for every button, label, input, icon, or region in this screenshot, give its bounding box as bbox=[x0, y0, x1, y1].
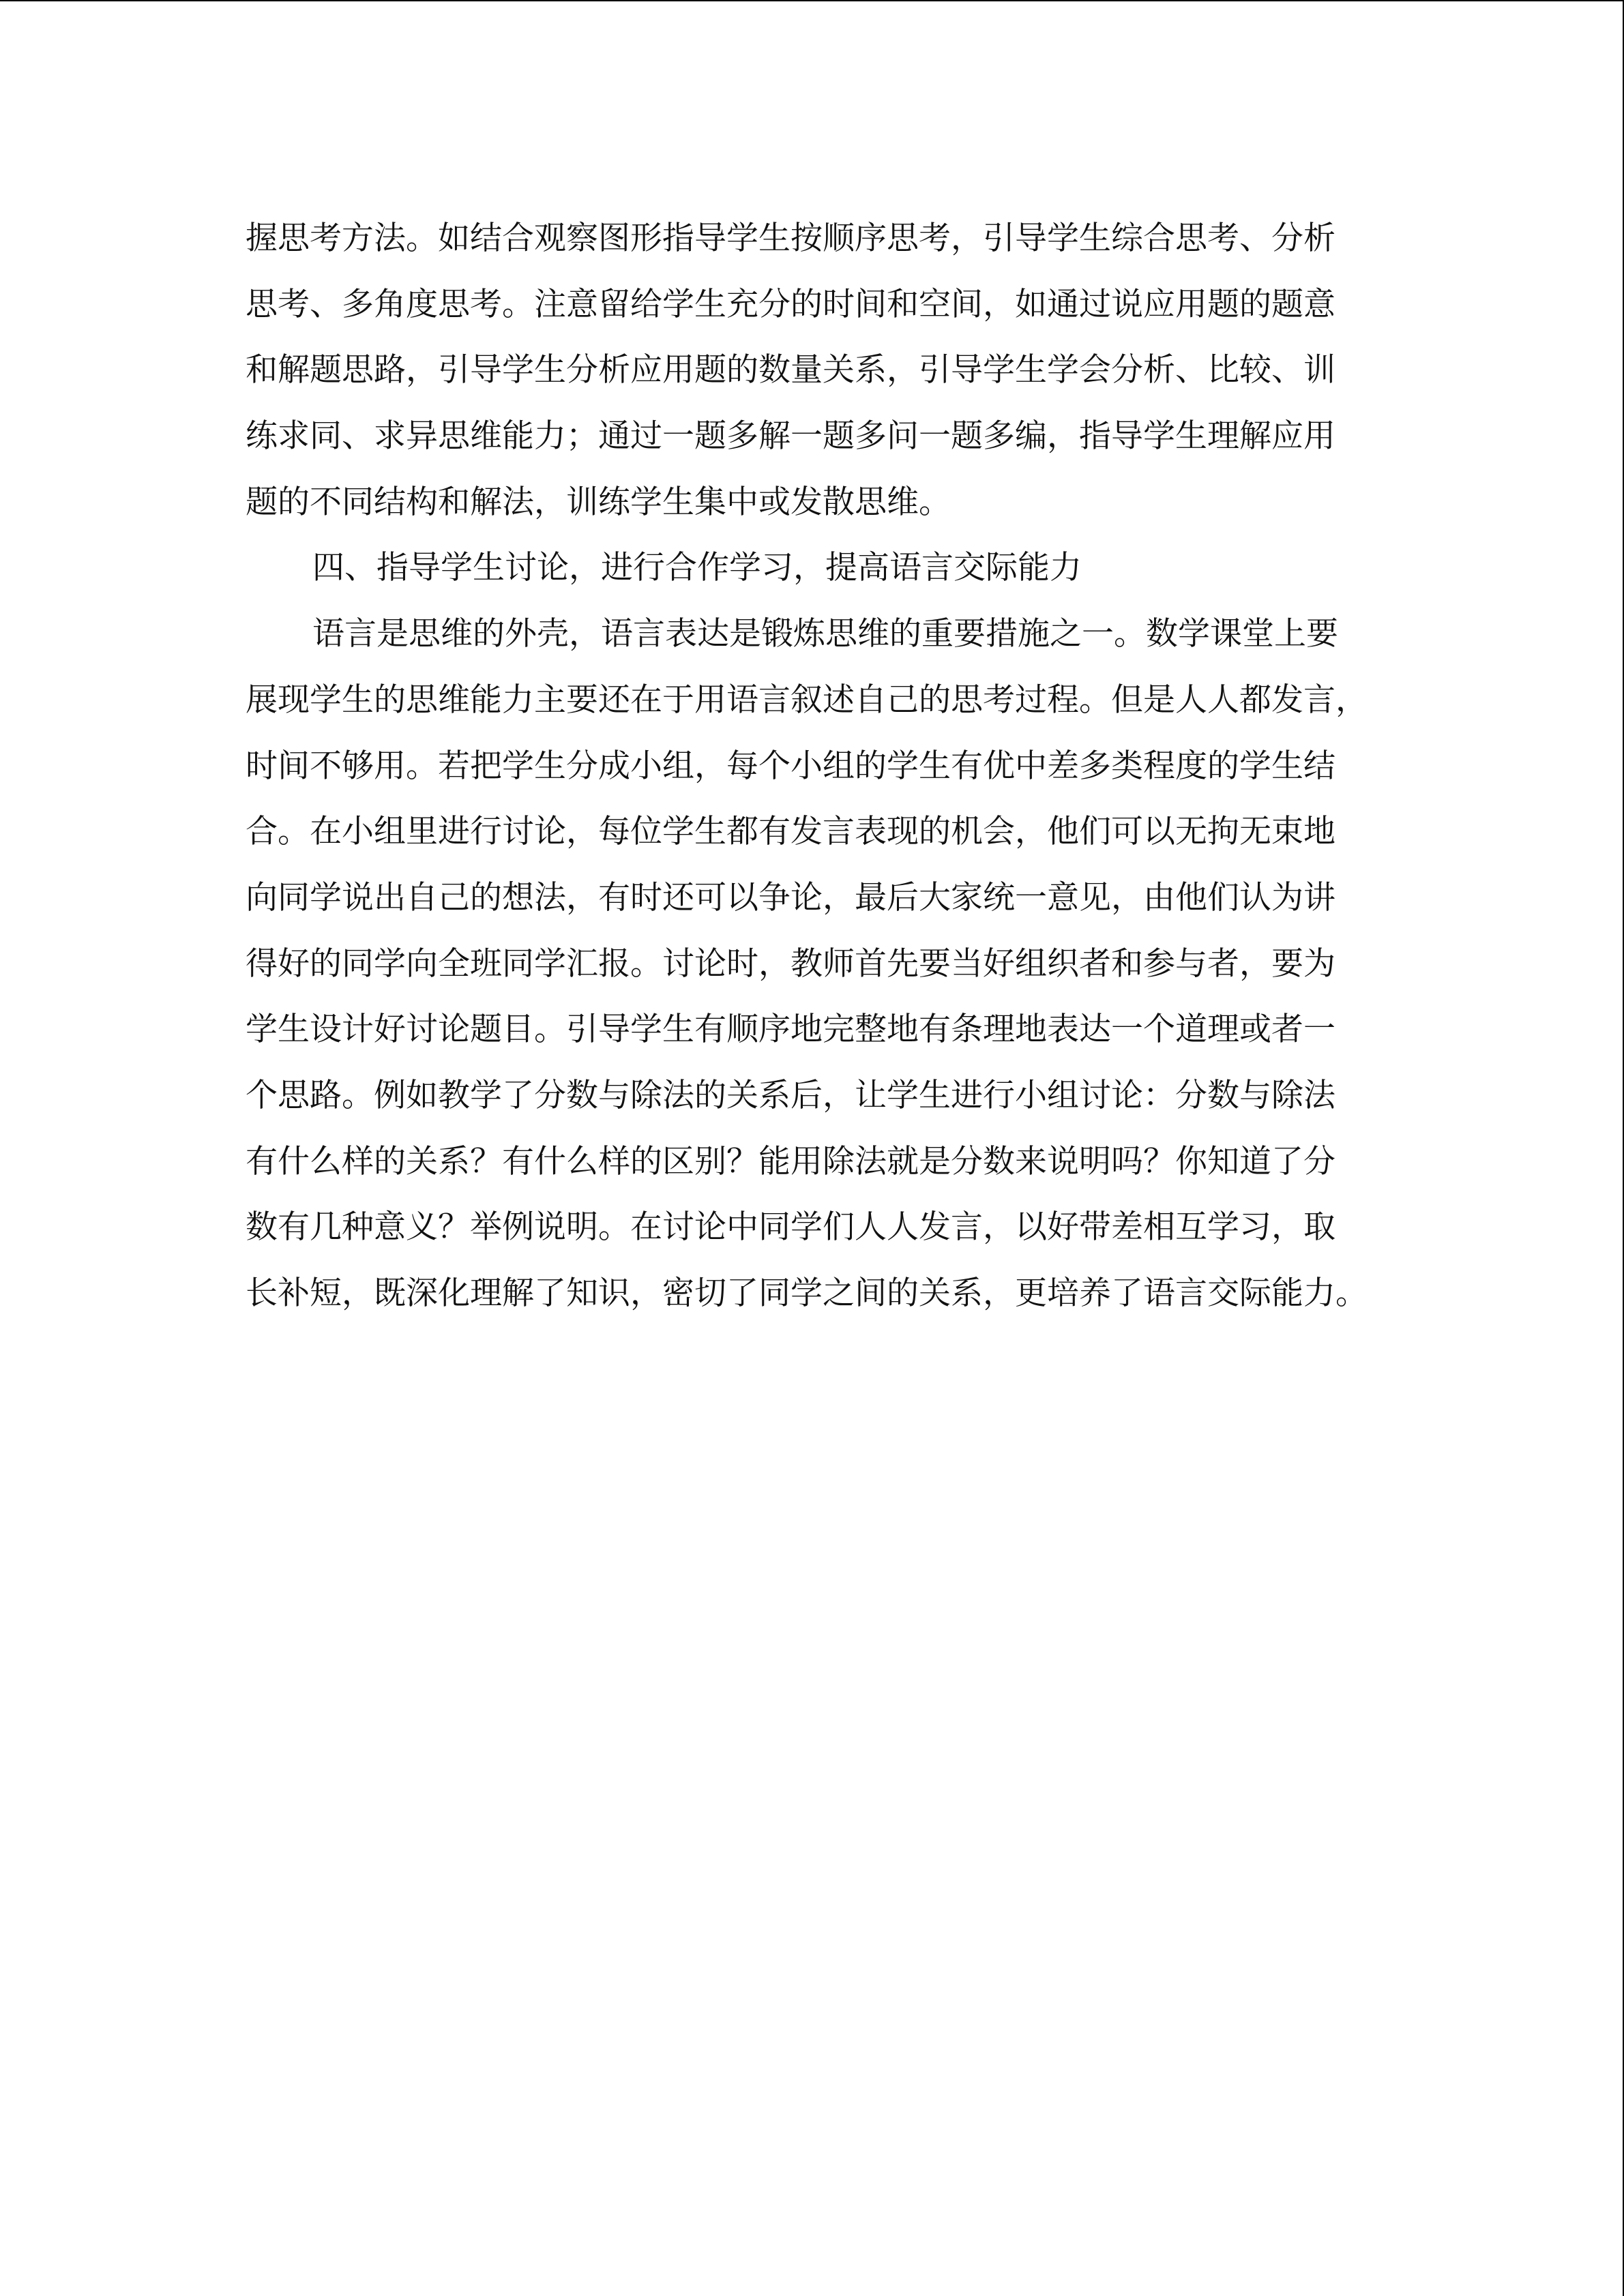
text-line: 合。在小组里进行讨论，每位学生都有发言表现的机会，他们可以无拘无束地 bbox=[246, 813, 1335, 851]
text-line: 握思考方法。如结合观察图形指导学生按顺序思考，引导学生综合思考、分析 bbox=[246, 220, 1335, 257]
text-line: 个思路。例如教学了分数与除法的关系后，让学生进行小组讨论：分数与除法 bbox=[246, 1076, 1335, 1114]
text-line: 和解题思路，引导学生分析应用题的数量关系，引导学生学会分析、比较、训 bbox=[246, 351, 1335, 389]
section-heading: 四、指导学生讨论，进行合作学习，提高语言交际能力 bbox=[312, 549, 1082, 587]
text-line: 语言是思维的外壳，语言表达是锻炼思维的重要措施之一。数学课堂上要 bbox=[312, 615, 1338, 653]
text-line: 思考、多角度思考。注意留给学生充分的时间和空间，如通过说应用题的题意 bbox=[246, 285, 1335, 323]
text-line: 得好的同学向全班同学汇报。讨论时，教师首先要当好组织者和参与者，要为 bbox=[246, 944, 1335, 983]
text-line: 向同学说出自己的想法，有时还可以争论，最后大家统一意见，由他们认为讲 bbox=[246, 878, 1335, 916]
text-line: 数有几种意义？举例说明。在讨论中同学们人人发言，以好带差相互学习，取 bbox=[246, 1208, 1335, 1247]
text-line: 展现学生的思维能力主要还在于用语言叙述自己的思考过程。但是人人都发言， bbox=[246, 681, 1368, 719]
text-line: 学生设计好讨论题目。引导学生有顺序地完整地有条理地表达一个道理或者一 bbox=[246, 1011, 1335, 1049]
text-line: 有什么样的关系？有什么样的区别？能用除法就是分数来说明吗？你知道了分 bbox=[246, 1142, 1335, 1180]
text-line: 练求同、求异思维能力；通过一题多解一题多问一题多编，指导学生理解应用 bbox=[246, 417, 1335, 456]
body-text bbox=[246, 206, 1371, 1327]
text-line: 时间不够用。若把学生分成小组，每个小组的学生有优中差多类程度的学生结 bbox=[246, 747, 1335, 785]
text-line: 题的不同结构和解法，训练学生集中或发散思维。 bbox=[246, 483, 951, 521]
text-line: 长补短，既深化理解了知识，密切了同学之间的关系，更培养了语言交际能力。 bbox=[246, 1274, 1368, 1312]
